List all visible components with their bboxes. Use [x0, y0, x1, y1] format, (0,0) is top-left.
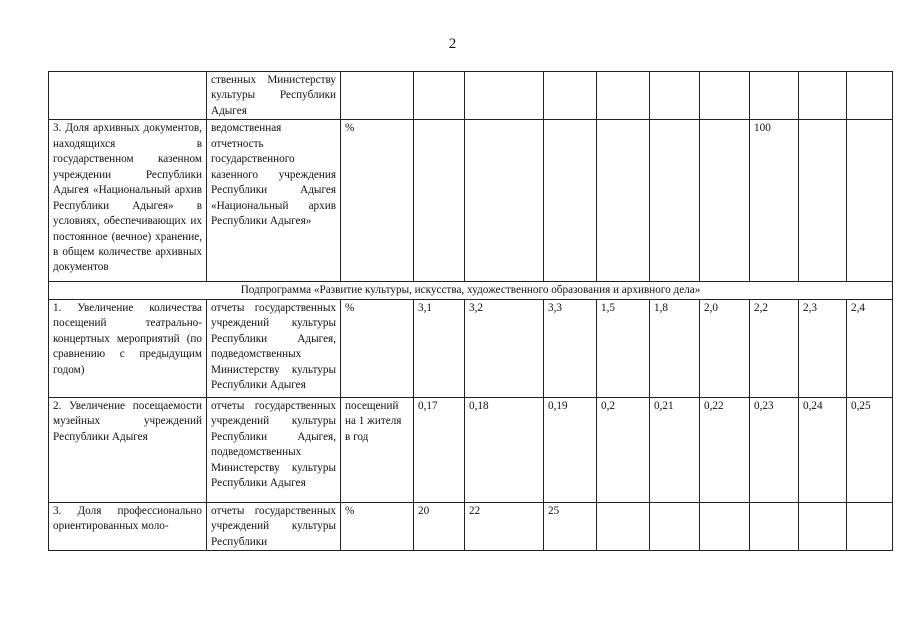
value-cell: 0,25	[847, 397, 893, 502]
table-row	[49, 397, 893, 502]
value-cell: 2,2	[750, 299, 799, 397]
value-cell	[750, 72, 799, 120]
value-cell: 100	[750, 120, 799, 282]
value-cell: 20	[414, 502, 465, 550]
indicator-cell: 3. Доля архивных документов, находящихся в государственном казенном учреждении Республики Адыгея «Национальный архив Республики Адыгея» в условиях, обеспечивающих их постоянное (вечное) хранение, в общем количестве архивных документов	[49, 120, 207, 282]
indicator-cell: 1. Увеличение количества посещений театрально-концертных мероприятий (по сравнению с предыдущим годом)	[49, 299, 207, 397]
value-cell	[597, 502, 650, 550]
unit-cell: %	[341, 120, 414, 282]
source-cell: отчеты государственных учреждений культуры Республики Адыгея, подведомственных Министерству культуры Республики Адыгея	[207, 299, 341, 397]
source-cell: отчеты государственных учреждений культуры Республики	[207, 502, 341, 550]
value-cell	[597, 72, 650, 120]
indicator-cell: 2. Увеличение посещаемости музейных учреждений Республики Адыгея	[49, 397, 207, 502]
value-cell	[465, 72, 544, 120]
value-cell	[799, 72, 847, 120]
value-cell: 1,5	[597, 299, 650, 397]
value-cell	[465, 120, 544, 282]
value-cell	[650, 120, 700, 282]
page-number: 2	[448, 36, 457, 52]
table-row	[49, 120, 893, 282]
value-cell	[799, 502, 847, 550]
value-cell	[650, 72, 700, 120]
value-cell	[700, 72, 750, 120]
subprogram-row	[49, 282, 893, 299]
value-cell	[700, 502, 750, 550]
unit-cell: %	[341, 299, 414, 397]
unit-cell: посещений на 1 жителя в год	[341, 397, 414, 502]
value-cell: 3,1	[414, 299, 465, 397]
value-cell	[597, 120, 650, 282]
value-cell: 0,19	[544, 397, 597, 502]
table-row	[49, 72, 893, 120]
value-cell: 25	[544, 502, 597, 550]
value-cell: 0,24	[799, 397, 847, 502]
table-row	[49, 502, 893, 550]
value-cell: 0,17	[414, 397, 465, 502]
value-cell: 0,18	[465, 397, 544, 502]
value-cell	[847, 120, 893, 282]
value-cell: 1,8	[650, 299, 700, 397]
value-cell	[700, 120, 750, 282]
source-cell: ведомственная отчетность государственного казенного учреждения Республики Адыгея «Национальный архив Республики Адыгея»	[207, 120, 341, 282]
value-cell: 0,21	[650, 397, 700, 502]
value-cell	[799, 120, 847, 282]
table-row	[49, 299, 893, 397]
indicators-table	[48, 71, 893, 551]
value-cell: 3,3	[544, 299, 597, 397]
value-cell	[847, 72, 893, 120]
value-cell	[847, 502, 893, 550]
value-cell	[544, 72, 597, 120]
value-cell: 2,4	[847, 299, 893, 397]
value-cell	[544, 120, 597, 282]
value-cell	[414, 120, 465, 282]
value-cell: 2,0	[700, 299, 750, 397]
value-cell: 22	[465, 502, 544, 550]
value-cell	[414, 72, 465, 120]
unit-cell: %	[341, 502, 414, 550]
indicator-cell	[49, 72, 207, 120]
indicator-cell: 3. Доля профессионально ориентированных моло-	[49, 502, 207, 550]
value-cell	[650, 502, 700, 550]
subprogram-title: Подпрограмма «Развитие культуры, искусства, художественного образования и архивного дела»	[49, 282, 893, 299]
value-cell: 0,22	[700, 397, 750, 502]
value-cell	[750, 502, 799, 550]
source-cell: отчеты государственных учреждений культуры Республики Адыгея, подведомственных Министерству культуры Республики Адыгея	[207, 397, 341, 502]
value-cell: 0,23	[750, 397, 799, 502]
value-cell: 3,2	[465, 299, 544, 397]
unit-cell	[341, 72, 414, 120]
source-cell: ственных Министерству культуры Республики Адыгея	[207, 72, 341, 120]
value-cell: 0,2	[597, 397, 650, 502]
value-cell: 2,3	[799, 299, 847, 397]
